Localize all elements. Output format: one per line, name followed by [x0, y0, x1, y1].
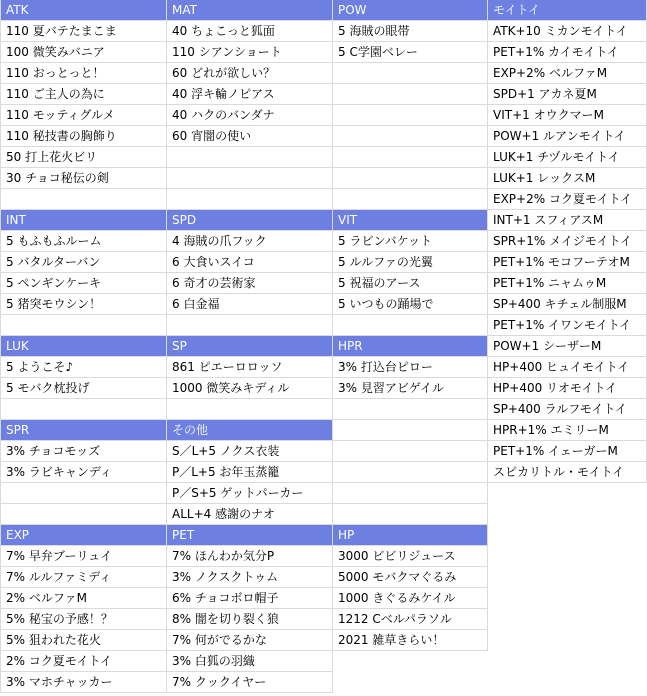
item-cell[interactable]: 2% ベルファM	[0, 588, 167, 609]
item-cell[interactable]: PET+1% ニャムゥM	[488, 273, 647, 294]
section-header-cell[interactable]: VIT	[333, 210, 488, 231]
item-cell[interactable]: 1212 Cベルパラソル	[333, 609, 488, 630]
item-cell[interactable]: P／S+5 ゲットパーカー	[167, 483, 333, 504]
empty-cell[interactable]	[333, 399, 488, 420]
empty-cell[interactable]	[333, 504, 488, 525]
item-cell[interactable]: 3% 打込台ピロー	[333, 357, 488, 378]
item-cell[interactable]: PET+1% イワンモイトイ	[488, 315, 647, 336]
item-cell[interactable]: 3% ノクスクトゥム	[167, 567, 333, 588]
empty-cell[interactable]	[0, 189, 167, 210]
item-cell[interactable]: 5 猪突モウシン！	[0, 294, 167, 315]
item-cell[interactable]: 5 ラビンバケット	[333, 231, 488, 252]
item-cell[interactable]: 2021 雑草きらい！	[333, 630, 488, 651]
empty-cell[interactable]	[333, 105, 488, 126]
item-cell[interactable]: PET+1% カイモイトイ	[488, 42, 647, 63]
empty-cell[interactable]	[333, 420, 488, 441]
section-header-cell[interactable]: その他	[167, 420, 333, 441]
item-cell[interactable]: 60 宵闇の使い	[167, 126, 333, 147]
empty-cell[interactable]	[0, 399, 167, 420]
item-cell[interactable]: 5 祝福のアース	[333, 273, 488, 294]
item-cell[interactable]: SP+400 ラルフモイトイ	[488, 399, 647, 420]
item-cell[interactable]: PET+1% イェーガーM	[488, 441, 647, 462]
item-cell[interactable]: 5 いつもの踊場で	[333, 294, 488, 315]
item-cell[interactable]: SP+400 キチェル制服M	[488, 294, 647, 315]
item-cell[interactable]: LUK+1 レックスM	[488, 168, 647, 189]
item-cell[interactable]: 5% 狙われた花火	[0, 630, 167, 651]
item-cell[interactable]: EXP+2% コク夏モイトイ	[488, 189, 647, 210]
item-cell[interactable]: EXP+2% ベルファM	[488, 63, 647, 84]
empty-cell[interactable]	[0, 483, 167, 504]
section-header-cell[interactable]: INT	[0, 210, 167, 231]
item-cell[interactable]: 1000 きぐるみケイル	[333, 588, 488, 609]
item-cell[interactable]: POW+1 シーザーM	[488, 336, 647, 357]
item-cell[interactable]: 7% 早弁ブーリュイ	[0, 546, 167, 567]
section-header-cell[interactable]: HPR	[333, 336, 488, 357]
empty-cell[interactable]	[333, 315, 488, 336]
empty-cell[interactable]	[333, 63, 488, 84]
item-cell[interactable]: PET+1% モコフーテオM	[488, 252, 647, 273]
item-cell[interactable]: 8% 闇を切り裂く狼	[167, 609, 333, 630]
item-cell[interactable]: 5 海賊の眼帯	[333, 21, 488, 42]
item-cell[interactable]: 5 ペンギンケーキ	[0, 273, 167, 294]
item-cell[interactable]: 2% コク夏モイトイ	[0, 651, 167, 672]
item-cell[interactable]: 3% 見習アビゲイル	[333, 378, 488, 399]
item-cell[interactable]: 100 微笑みバニア	[0, 42, 167, 63]
item-cell[interactable]: 3% マホチャッカー	[0, 672, 167, 693]
section-header-cell[interactable]: POW	[333, 0, 488, 21]
empty-cell[interactable]	[167, 168, 333, 189]
item-cell[interactable]: 4 海賊の爪フック	[167, 231, 333, 252]
item-cell[interactable]: 3% 白狐の羽織	[167, 651, 333, 672]
item-cell[interactable]: スピカリトル・モイトイ	[488, 462, 647, 483]
item-cell[interactable]: 5 もふもふルーム	[0, 231, 167, 252]
section-header-cell[interactable]: HP	[333, 525, 488, 546]
empty-cell[interactable]	[167, 399, 333, 420]
item-cell[interactable]: INT+1 スフィアスM	[488, 210, 647, 231]
item-cell[interactable]: HPR+1% エミリーM	[488, 420, 647, 441]
empty-cell[interactable]	[333, 189, 488, 210]
item-cell[interactable]: 6 大食いスイコ	[167, 252, 333, 273]
empty-cell[interactable]	[333, 147, 488, 168]
empty-cell[interactable]	[167, 147, 333, 168]
item-cell[interactable]: 110 秘技書の胸飾り	[0, 126, 167, 147]
item-cell[interactable]: 5 ようこそ♪	[0, 357, 167, 378]
item-cell[interactable]: 110 シアンショート	[167, 42, 333, 63]
item-cell[interactable]: 3% チョコモッズ	[0, 441, 167, 462]
empty-cell[interactable]	[0, 504, 167, 525]
section-header-cell[interactable]: SPD	[167, 210, 333, 231]
item-cell[interactable]: HP+400 リオモイトイ	[488, 378, 647, 399]
item-cell[interactable]: 3000 ビビリジュース	[333, 546, 488, 567]
section-header-cell[interactable]: LUK	[0, 336, 167, 357]
item-cell[interactable]: 3% ラビキャンディ	[0, 462, 167, 483]
item-cell[interactable]: S／L+5 ノクス衣装	[167, 441, 333, 462]
item-cell[interactable]: 110 モッティグルメ	[0, 105, 167, 126]
item-cell[interactable]: 5 モバク枕投げ	[0, 378, 167, 399]
item-cell[interactable]: 110 おっとっと！	[0, 63, 167, 84]
empty-cell[interactable]	[0, 315, 167, 336]
item-cell[interactable]: 6% チョコボロ帽子	[167, 588, 333, 609]
item-cell[interactable]: 5 C学園ベレー	[333, 42, 488, 63]
empty-cell[interactable]	[333, 483, 488, 504]
item-cell[interactable]: 40 ハクのバンダナ	[167, 105, 333, 126]
empty-cell[interactable]	[333, 126, 488, 147]
item-cell[interactable]: 110 夏バテたまこま	[0, 21, 167, 42]
item-cell[interactable]: 1000 微笑みキディル	[167, 378, 333, 399]
empty-cell[interactable]	[167, 315, 333, 336]
item-cell[interactable]: LUK+1 チヅルモイトイ	[488, 147, 647, 168]
section-header-cell[interactable]: ATK	[0, 0, 167, 21]
item-cell[interactable]: 40 浮キ輪ノピアス	[167, 84, 333, 105]
item-cell[interactable]: 5% 秘宝の予感！？	[0, 609, 167, 630]
item-cell[interactable]: HP+400 ヒュイモイトイ	[488, 357, 647, 378]
item-cell[interactable]: VIT+1 オウクマーM	[488, 105, 647, 126]
item-cell[interactable]: 6 奇才の芸術家	[167, 273, 333, 294]
item-cell[interactable]: 40 ちょこっと狐面	[167, 21, 333, 42]
item-cell[interactable]: 5 ルルファの光翼	[333, 252, 488, 273]
item-cell[interactable]: 7% ほんわか気分P	[167, 546, 333, 567]
item-cell[interactable]: 7% 何がでるかな	[167, 630, 333, 651]
item-cell[interactable]: P／L+5 お年玉蒸籠	[167, 462, 333, 483]
section-header-cell[interactable]: モイトイ	[488, 0, 647, 21]
item-cell[interactable]: ALL+4 感謝のナオ	[167, 504, 333, 525]
section-header-cell[interactable]: MAT	[167, 0, 333, 21]
item-cell[interactable]: 7% クックイヤー	[167, 672, 333, 693]
item-cell[interactable]: 60 どれが欲しい？	[167, 63, 333, 84]
item-cell[interactable]: 7% ルルファミディ	[0, 567, 167, 588]
section-header-cell[interactable]: PET	[167, 525, 333, 546]
item-cell[interactable]: ATK+10 ミカンモイトイ	[488, 21, 647, 42]
empty-cell[interactable]	[333, 441, 488, 462]
item-cell[interactable]: 30 チョコ秘伝の剣	[0, 168, 167, 189]
item-cell[interactable]: SPD+1 アカネ夏M	[488, 84, 647, 105]
empty-cell[interactable]	[333, 84, 488, 105]
section-header-cell[interactable]: SP	[167, 336, 333, 357]
item-cell[interactable]: SPR+1% メイジモイトイ	[488, 231, 647, 252]
section-header-cell[interactable]: SPR	[0, 420, 167, 441]
item-cell[interactable]: 6 白金福	[167, 294, 333, 315]
item-cell[interactable]: 110 ご主人の為に	[0, 84, 167, 105]
item-cell[interactable]: 5 バタルターバン	[0, 252, 167, 273]
empty-cell[interactable]	[333, 462, 488, 483]
empty-cell[interactable]	[167, 189, 333, 210]
item-cell[interactable]: 861 ピエーロロッソ	[167, 357, 333, 378]
section-header-cell[interactable]: EXP	[0, 525, 167, 546]
item-cell[interactable]: 50 打上花火ビリ	[0, 147, 167, 168]
item-cell[interactable]: 5000 モバクマぐるみ	[333, 567, 488, 588]
empty-cell[interactable]	[333, 168, 488, 189]
item-cell[interactable]: POW+1 ルアンモイトイ	[488, 126, 647, 147]
